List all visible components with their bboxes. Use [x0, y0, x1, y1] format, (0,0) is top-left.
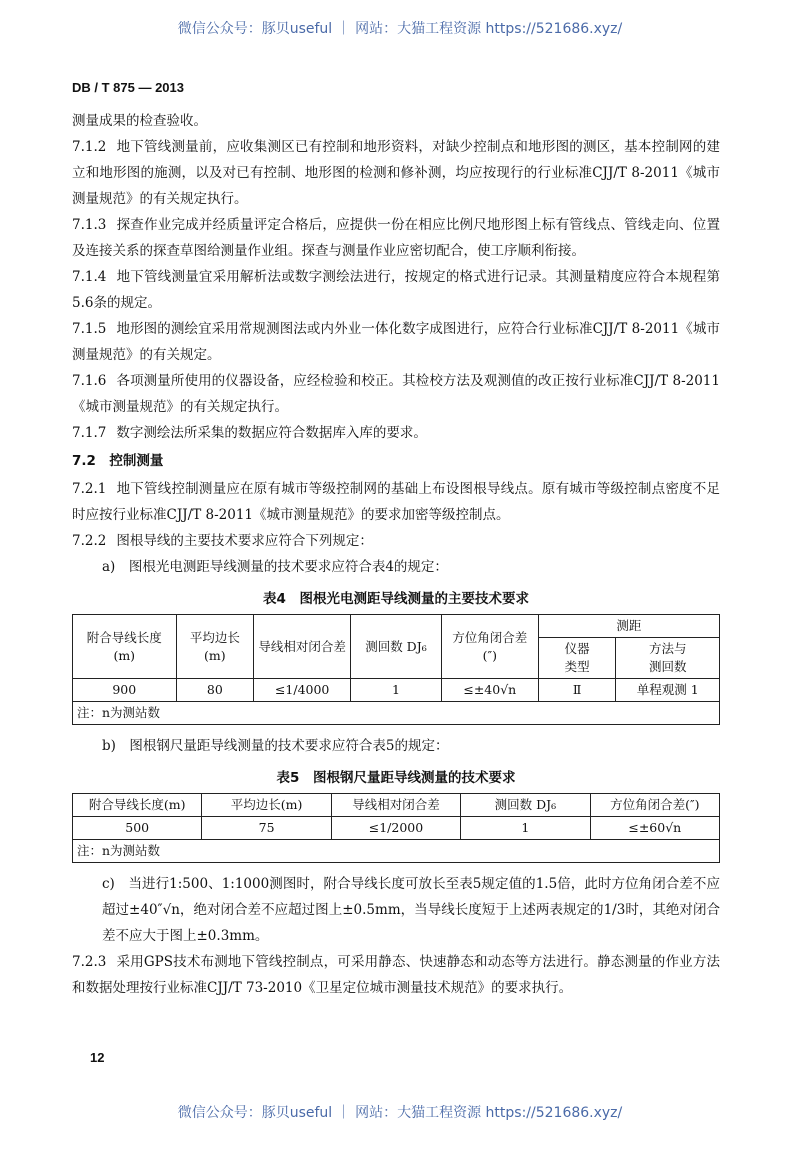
- table-row: [73, 817, 720, 840]
- table-cell: Ⅱ: [538, 679, 616, 702]
- table-cell: 1: [351, 679, 442, 702]
- header-cell: 仪器 类型: [538, 638, 616, 679]
- header-cell: 导线相对闭合差: [331, 794, 460, 817]
- header-cell: 方法与 测回数: [616, 638, 720, 679]
- watermark-top: 微信公众号：豚贝useful ｜ 网站：大猫工程资源 https://521686.xyz/: [177, 21, 623, 37]
- clause-number: 7.1.3: [72, 217, 107, 233]
- table-4: [72, 614, 720, 725]
- clause-text: 地下管线测量宜采用解析法或数字测绘法进行，按规定的格式进行记录。其测量精度应符合本规程第5.6条的规定。: [72, 269, 720, 311]
- table-note-row: [73, 702, 720, 725]
- clause-number: 7.2.3: [72, 954, 107, 970]
- list-item-b: b) 图根钢尺量距导线测量的技术要求应符合表5的规定：: [102, 738, 449, 754]
- clause-number: 7.1.4: [72, 269, 107, 285]
- table-cell: ≤±60√n: [590, 817, 719, 840]
- table-cell: ≤1/2000: [331, 817, 460, 840]
- header-cell: 方位角闭合差(″): [590, 794, 719, 817]
- table-note: 注：n为测站数: [73, 840, 720, 863]
- standard-id: DB / T 875 — 2013: [72, 80, 184, 95]
- clause-text: 图根导线的主要技术要求应符合下列规定：: [116, 533, 373, 549]
- clause-7-1-2: [72, 134, 720, 212]
- clause-text: 地下管线控制测量应在原有城市等级控制网的基础上布设图根导线点。原有城市等级控制点密度不足时应按行业标准CJJ/T 8-2011《城市测量规范》的要求加密等级控制点。: [72, 481, 720, 523]
- clause-number: 7.1.2: [72, 139, 107, 155]
- table-cell: 900: [73, 679, 177, 702]
- table-cell: 500: [73, 817, 202, 840]
- table-cell: ≤±40√n: [441, 679, 538, 702]
- clause-text: 探查作业完成并经质量评定合格后，应提供一份在相应比例尺地形图上标有管线点、管线走向、位置及连接关系的探查草图给测量作业组。探查与测量作业应密切配合，使工序顺利衔接。: [72, 217, 720, 259]
- document-body: [72, 108, 720, 1001]
- table-5-caption: 表5 图根钢尺量距导线测量的技术要求: [276, 770, 516, 786]
- clause-text: 地形图的测绘宜采用常规测图法或内外业一体化数字成图进行，应符合行业标准CJJ/T 8-2011《城市测量规范》的有关规定。: [72, 321, 720, 363]
- table-header-row: [73, 794, 720, 817]
- clause-7-1-7: [72, 420, 720, 446]
- clause-7-2-3: [72, 949, 720, 1001]
- header-cell: 测回数 DJ₆: [461, 794, 590, 817]
- clause-7-2-2: [72, 528, 720, 554]
- table-note: 注：n为测站数: [73, 702, 720, 725]
- header-cell: 平均边长(m): [202, 794, 331, 817]
- page-number: 12: [90, 1050, 105, 1065]
- table-header-row: [73, 615, 720, 638]
- clause-7-1-3: [72, 212, 720, 264]
- clause-number: 7.1.6: [72, 373, 107, 389]
- header-cell: 附合导线长度(m): [73, 794, 202, 817]
- header-cell: 方位角闭合差 (″): [441, 615, 538, 679]
- table-cell: 1: [461, 817, 590, 840]
- table-4-caption: 表4 图根光电测距导线测量的主要技术要求: [263, 591, 529, 607]
- header-cell: 测距: [538, 615, 719, 638]
- table-cell: 80: [176, 679, 254, 702]
- header-cell: 导线相对闭合差: [254, 615, 351, 679]
- clause-text: 各项测量所使用的仪器设备，应经检验和校正。其检校方法及观测值的改正按行业标准CJJ/T 8-2011《城市测量规范》的有关规定执行。: [72, 373, 720, 415]
- table-note-row: [73, 840, 720, 863]
- list-item-a: a) 图根光电测距导线测量的技术要求应符合表4的规定：: [102, 559, 448, 575]
- table-cell: 75: [202, 817, 331, 840]
- clause-text: 采用GPS技术布测地下管线控制点，可采用静态、快速静态和动态等方法进行。静态测量的作业方法和数据处理按行业标准CJJ/T 73-2010《卫星定位城市测量技术规范》的要求执行。: [72, 954, 720, 996]
- clause-7-1-6: [72, 368, 720, 420]
- clause-number: 7.1.5: [72, 321, 107, 337]
- table-cell: 单程观测 1: [616, 679, 720, 702]
- header-cell: 平均边长 (m): [176, 615, 254, 679]
- table-cell: ≤1/4000: [254, 679, 351, 702]
- clause-7-1-4: [72, 264, 720, 316]
- header-cell: 附合导线长度 (m): [73, 615, 177, 679]
- clause-7-2-1: [72, 476, 720, 528]
- paragraph-intro: 测量成果的检查验收。: [72, 113, 207, 129]
- watermark-bottom: 微信公众号：豚贝useful ｜ 网站：大猫工程资源 https://521686.xyz/: [177, 1105, 623, 1121]
- clause-7-1-5: [72, 316, 720, 368]
- clause-text: 数字测绘法所采集的数据应符合数据库入库的要求。: [116, 425, 427, 441]
- clause-number: 7.2.2: [72, 533, 107, 549]
- clause-text: 地下管线测量前，应收集测区已有控制和地形资料，对缺少控制点和地形图的测区，基本控制网的建立和地形图的施测，以及对已有控制、地形图的检测和修补测，均应按现行的行业标准CJJ/T 8-2011《城市测量规范》的有关规定执行。: [72, 139, 720, 207]
- clause-number: 7.2.1: [72, 481, 107, 497]
- table-5: [72, 793, 720, 863]
- header-cell: 测回数 DJ₆: [351, 615, 442, 679]
- table-row: [73, 679, 720, 702]
- section-heading-7-2: 7.2 控制测量: [72, 453, 164, 469]
- clause-number: 7.1.7: [72, 425, 107, 441]
- list-item-c: c) 当进行1:500、1:1000测图时，附合导线长度可放长至表5规定值的1.5倍，此时方位角闭合差不应超过±40″√n，绝对闭合差不应超过图上±0.5mm，当导线长度短于上述两表规定的1/3时，其绝对闭合差不应大于图上±0.3mm。: [102, 876, 720, 944]
